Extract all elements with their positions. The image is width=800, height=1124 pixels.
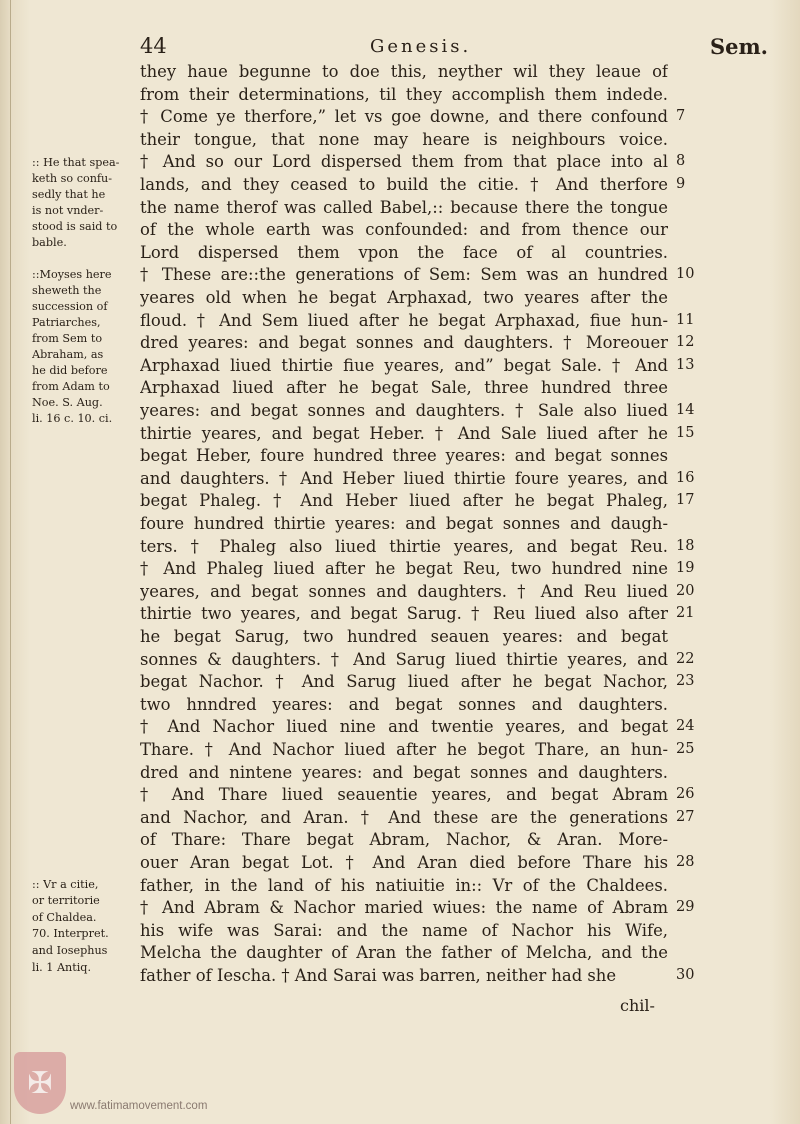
- verse-number: 22: [676, 650, 695, 667]
- verse-number: 30: [676, 967, 695, 983]
- text-line: Melcha the daughter of Aran the father of Melcha, and the: [140, 943, 668, 963]
- text-line: thirtie yeares, and begat Heber. † And Sale liued after he: [140, 423, 668, 443]
- text-line: yeares, and begat sonnes and daughters. † And Reu liued: [140, 581, 668, 601]
- verse-number: 10: [676, 266, 695, 283]
- text-line: and Nachor, and Aran. † And these are the generations: [140, 807, 668, 827]
- margin-note-line: is not vnder-: [32, 204, 104, 217]
- verse-number: 19: [676, 560, 695, 577]
- verse-number: 7: [676, 108, 686, 125]
- watermark-url: www.fatimamovement.com: [70, 1100, 208, 1112]
- verse-number: 23: [676, 673, 695, 690]
- margin-note-line: li. 16 c. 10. ci.: [32, 412, 113, 425]
- margin-note-line: bable.: [32, 236, 67, 249]
- text-line: † These are::the generations of Sem: Sem was an hundred: [140, 265, 668, 285]
- verse-number: 13: [676, 356, 695, 373]
- margin-note-line: sedly that he: [32, 188, 106, 201]
- text-line: † And Nachor liued nine and twentie yeares, and begat: [140, 717, 668, 737]
- page-header: [0, 34, 800, 60]
- text-line: ters. † Phaleg also liued thirtie yeares, and begat Reu.: [140, 536, 668, 556]
- verse-number: 20: [676, 582, 695, 599]
- text-line: † And Phaleg liued after he begat Reu, two hundred nine: [140, 559, 668, 579]
- verse-number: 12: [676, 334, 695, 351]
- margin-note-line: sheweth the: [32, 284, 102, 297]
- text-line: dred yeares: and begat sonnes and daughters. † Moreouer: [140, 333, 668, 353]
- text-line: yeares old when he begat Arphaxad, two yeares after the: [140, 288, 668, 307]
- text-line: † And Abram & Nachor maried wiues: the name of Abram: [140, 898, 668, 918]
- verse-number: 26: [676, 786, 695, 803]
- verse-number: 11: [676, 311, 695, 328]
- text-line: Arphaxad liued thirtie fiue yeares, and” begat Sale. † And: [140, 355, 668, 375]
- margin-note-line: keth so confu-: [32, 172, 113, 185]
- verse-number: 9: [676, 176, 686, 192]
- verse-number: 29: [676, 899, 695, 916]
- verse-number: 17: [676, 492, 695, 509]
- verse-number: 28: [676, 854, 695, 870]
- margin-note-line: succession of: [32, 300, 108, 313]
- margin-note-line: Patriarches,: [32, 316, 101, 329]
- text-line: Thare. † And Nachor liued after he begot Thare, an hun-: [140, 740, 668, 759]
- text-line: father, in the land of his natiuitie in:: Vr of the Chaldees.: [140, 875, 668, 895]
- text-line: and daughters. † And Heber liued thirtie foure yeares, and: [140, 468, 668, 488]
- text-line: their tongue, that none may heare is neighbours voice.: [140, 129, 668, 149]
- text-line: begat Nachor. † And Sarug liued after he begat Nachor,: [140, 672, 668, 692]
- verse-number: 8: [676, 153, 686, 170]
- margin-note-line: of Chaldea.: [32, 910, 97, 924]
- papal-keys-emblem-icon: ✠: [14, 1052, 66, 1114]
- text-line: two hnndred yeares: and begat sonnes and daughters.: [140, 694, 668, 714]
- verse-number: 24: [676, 718, 695, 735]
- text-line: Lord dispersed them vpon the face of al countries.: [140, 242, 668, 262]
- verse-number: 21: [676, 605, 695, 622]
- text-line: the name therof was called Babel,:: because there the tongue: [140, 197, 668, 217]
- margin-note-line: Noe. S. Aug.: [32, 396, 103, 409]
- verse-number: 16: [676, 469, 695, 486]
- margin-note-line: he did before: [32, 364, 108, 377]
- verse-number: 15: [676, 424, 695, 441]
- text-line: thirtie two yeares, and begat Sarug. † Reu liued also after: [140, 604, 668, 624]
- margin-note-line: from Adam to: [32, 380, 110, 393]
- margin-note-line: from Sem to: [32, 332, 103, 345]
- margin-note-line: and Iosephus: [32, 944, 108, 957]
- text-line: floud. † And Sem liued after he begat Arphaxad, fiue hun-: [140, 310, 668, 330]
- text-line: Arphaxad liued after he begat Sale, three hundred three: [140, 378, 668, 398]
- text-line: dred and nintene yeares: and begat sonnes and daughters.: [140, 762, 668, 782]
- margin-note-line: li. 1 Antiq.: [32, 960, 92, 974]
- text-line: begat Heber, foure hundred three yeares: and begat sonnes: [140, 446, 668, 466]
- text-line: begat Phaleg. † And Heber liued after he begat Phaleg,: [140, 491, 668, 511]
- text-line: ouer Aran begat Lot. † And Aran died before Thare his: [140, 853, 668, 872]
- text-line: lands, and they ceased to build the citie. † And therfore: [140, 175, 668, 194]
- margin-note-line: ::Moyses here: [32, 268, 112, 281]
- margin-note-line: or territorie: [32, 894, 100, 908]
- text-line: † And so our Lord dispersed them from that place into al: [140, 152, 668, 172]
- verse-number: 27: [676, 808, 695, 825]
- text-line: he begat Sarug, two hundred seauen yeares: and begat: [140, 627, 668, 646]
- text-line: sonnes & daughters. † And Sarug liued thirtie yeares, and: [140, 649, 668, 669]
- text-line: his wife was Sarai: and the name of Nachor his Wife,: [140, 920, 668, 940]
- verse-number: 25: [676, 741, 695, 757]
- margin-note-line: Abraham, as: [32, 348, 104, 361]
- catchword: chil-: [620, 996, 655, 1015]
- text-line: of the whole earth was confounded: and from thence our: [140, 220, 668, 240]
- text-line: † Come ye therfore,” let vs goe downe, and there confound: [140, 107, 668, 127]
- verse-number: 14: [676, 402, 695, 418]
- margin-note-line: :: He that spea-: [32, 156, 120, 169]
- verse-number: 18: [676, 537, 695, 554]
- page-number: 44: [140, 34, 167, 58]
- text-line: † And Thare liued seauentie yeares, and begat Abram: [140, 785, 668, 805]
- text-line: father of Iescha. † And Sarai was barren, neither had she: [140, 966, 617, 985]
- margin-note-line: stood is said to: [32, 220, 118, 233]
- text-line: of Thare: Thare begat Abram, Nachor, & Aran. More-: [140, 830, 668, 850]
- running-title: Genesis.: [370, 36, 472, 57]
- text-line: yeares: and begat sonnes and daughters. † Sale also liued: [140, 401, 668, 420]
- margin-note-line: :: Vr a citie,: [32, 877, 99, 891]
- text-line: foure hundred thirtie yeares: and begat sonnes and daugh-: [140, 514, 668, 533]
- section-title: Sem.: [709, 34, 768, 59]
- text-line: from their determinations, til they accomplish them indede.: [140, 84, 668, 104]
- page-spine: [10, 0, 11, 1124]
- text-line: they haue begunne to doe this, neyther wil they leaue of: [140, 62, 668, 81]
- margin-note-line: 70. Interpret.: [32, 927, 109, 941]
